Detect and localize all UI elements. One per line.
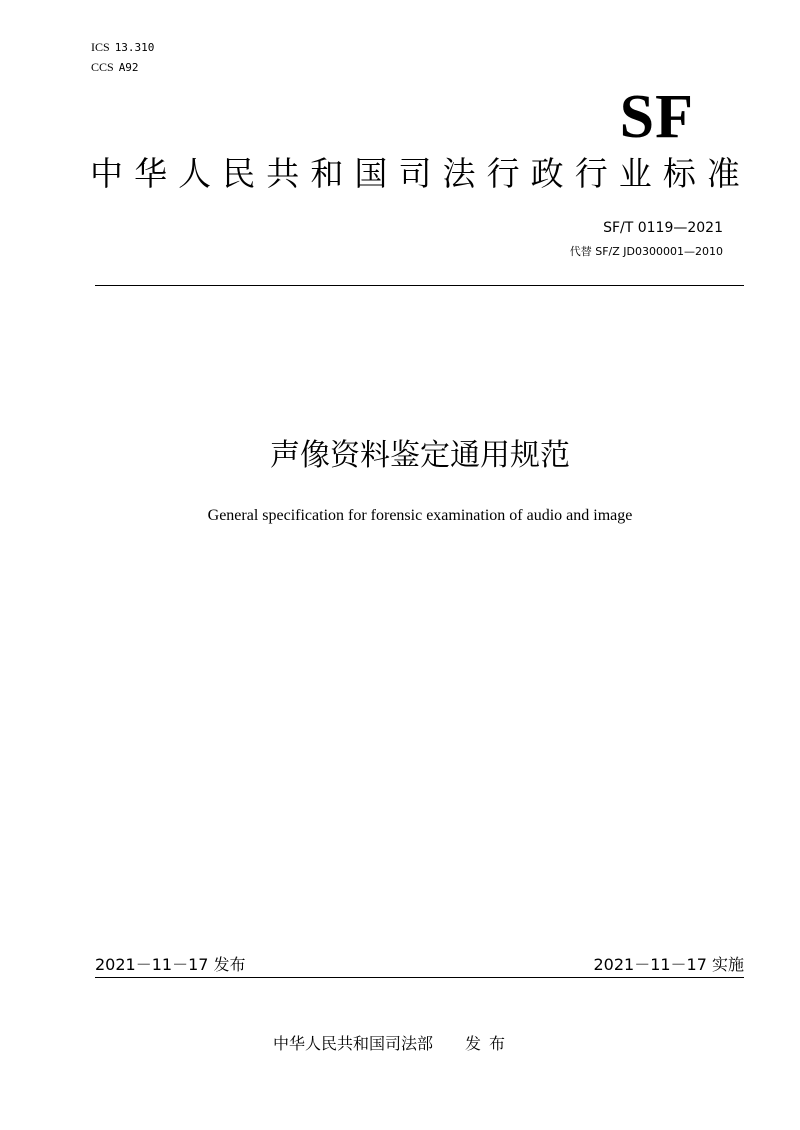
document-title-en: General specification for forensic examination of audio and image	[207, 507, 633, 524]
publisher-line	[273, 1033, 513, 1055]
ics-code	[91, 39, 154, 56]
ics-value: 13.310	[114, 41, 155, 54]
category-char: 人	[178, 154, 212, 193]
ccs-label: CCS	[91, 60, 114, 74]
footer-divider	[95, 977, 744, 978]
ccs-value: A92	[118, 61, 139, 74]
category-char: 民	[222, 154, 256, 193]
header-divider	[95, 285, 744, 286]
category-char: 国	[354, 154, 388, 193]
category-char: 和	[310, 154, 344, 193]
category-char: 华	[134, 154, 168, 193]
publisher-name: 中华人民共和国司法部	[273, 1034, 434, 1053]
standard-number: SF/T 0119—2021	[603, 220, 723, 236]
effective-date: 2021－11－17 实施	[593, 955, 744, 974]
document-title-cn: 声像资料鉴定通用规范	[270, 438, 570, 473]
category-char: 标	[662, 154, 696, 193]
category-char: 行	[486, 154, 520, 193]
sf-mark: SF	[619, 83, 694, 151]
ccs-code	[91, 59, 139, 76]
issue-date: 2021－11－17 发布	[95, 955, 246, 974]
category-char: 行	[574, 154, 608, 193]
category-char: 共	[266, 154, 300, 193]
category-char: 政	[530, 154, 564, 193]
publish-label: 发布	[465, 1034, 514, 1053]
ics-label: ICS	[91, 40, 110, 54]
category-char: 业	[618, 154, 652, 193]
replaces-standard: 代替 SF/Z JD0300001—2010	[569, 245, 723, 258]
category-char: 法	[442, 154, 476, 193]
category-char: 中	[90, 154, 123, 193]
category-char: 司	[398, 154, 432, 193]
standard-category-title	[90, 154, 740, 194]
category-char: 准	[706, 154, 740, 193]
